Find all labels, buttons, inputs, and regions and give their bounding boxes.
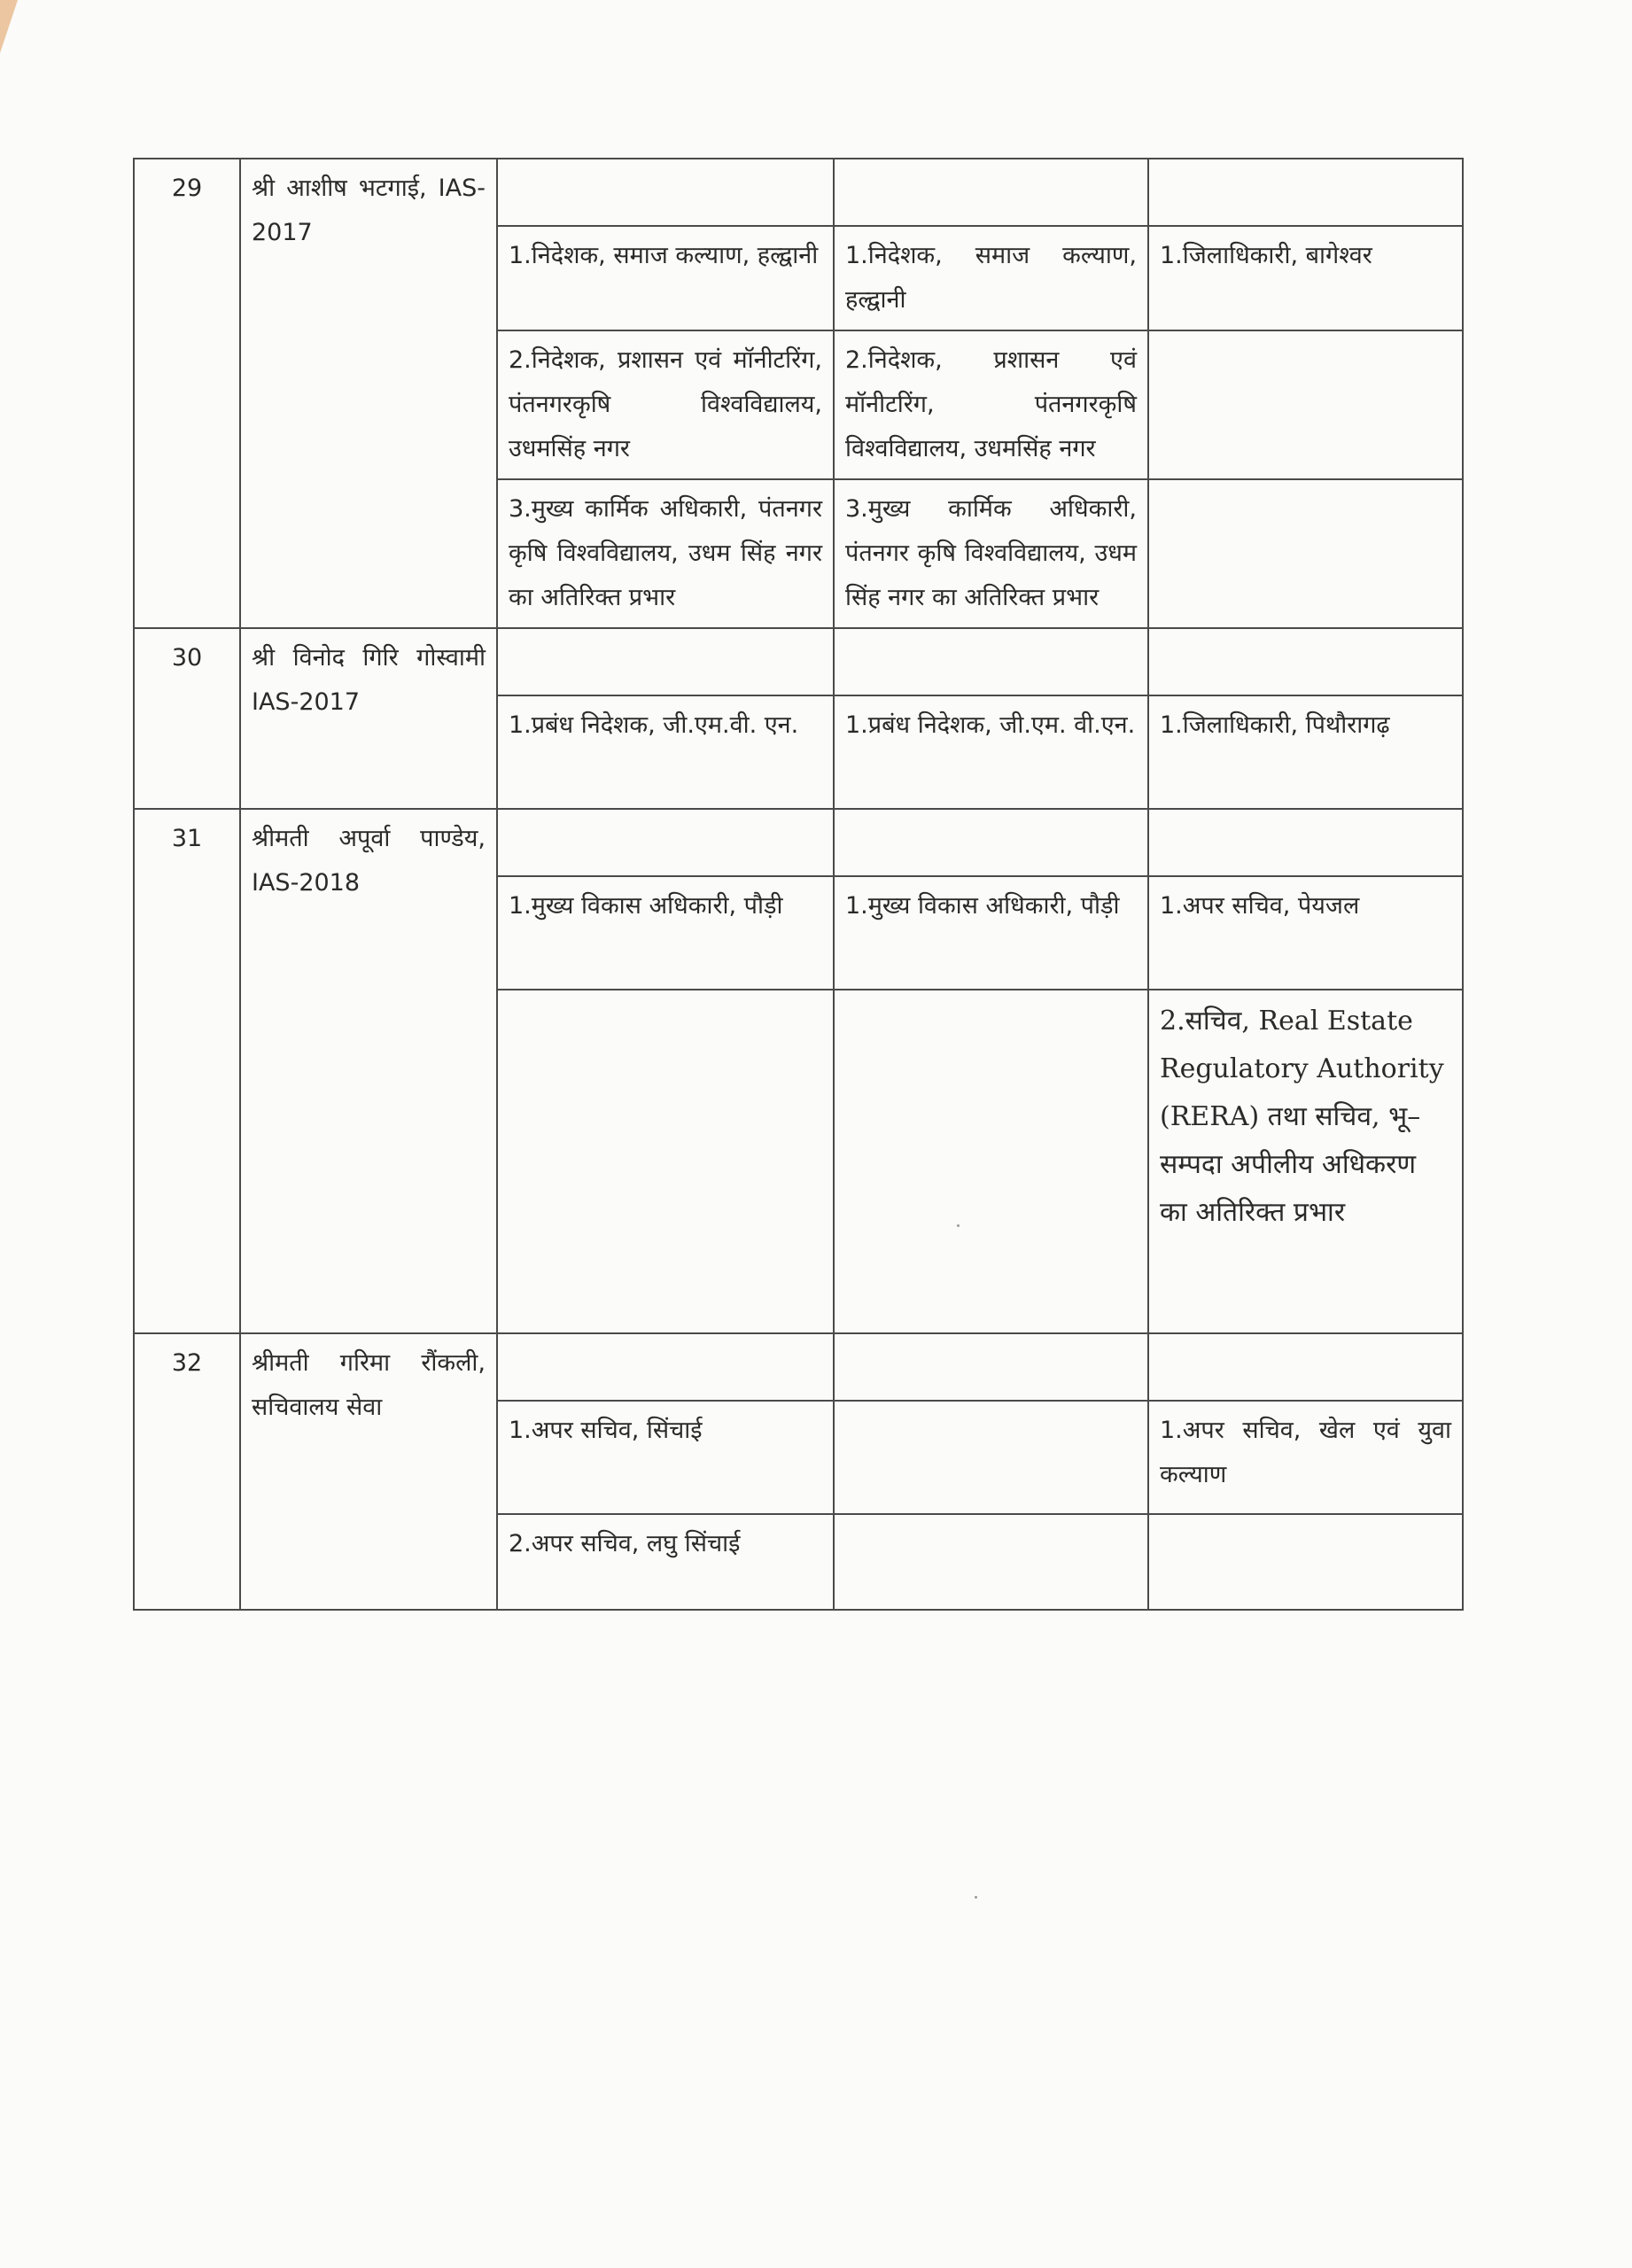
relieved-post — [834, 1514, 1148, 1610]
table-row — [134, 1333, 1463, 1401]
current-post: 1.मुख्य विकास अधिकारी, पौड़ी — [497, 876, 834, 990]
table-row — [134, 159, 1463, 226]
serial-number: 32 — [134, 1333, 240, 1610]
relieved-post: 2.निदेशक, प्रशासन एवं मॉनीटरिंग, पंतनगरकृषि विश्वविद्यालय, उधमसिंह नगर — [834, 330, 1148, 479]
current-post: 1.अपर सचिव, सिंचाई — [497, 1401, 834, 1514]
relieved-post: 1.प्रबंध निदेशक, जी.एम. वी.एन. — [834, 695, 1148, 809]
officer-name: श्री विनोद गिरि गोस्वामी IAS-2017 — [240, 628, 497, 809]
new-post: 1.अपर सचिव, खेल एवं युवा कल्याण — [1148, 1401, 1463, 1514]
current-post: 2.अपर सचिव, लघु सिंचाई — [497, 1514, 834, 1610]
current-post — [497, 990, 834, 1333]
corner-stain — [0, 0, 18, 53]
serial-number: 29 — [134, 159, 240, 628]
officer-name: श्रीमती अपूर्वा पाण्डेय, IAS-2018 — [240, 809, 497, 1333]
new-post: 2.सचिव, Real Estate Regulatory Authority (RERA) तथा सचिव, भू–सम्पदा अपीलीय अधिकरण का अतिरिक्त प्रभार — [1148, 990, 1463, 1333]
new-post — [1148, 479, 1463, 628]
relieved-post: 1.मुख्य विकास अधिकारी, पौड़ी — [834, 876, 1148, 990]
posting-table — [133, 158, 1464, 1611]
new-post: 1.जिलाधिकारी, पिथौरागढ़ — [1148, 695, 1463, 809]
scan-speck — [957, 1224, 960, 1227]
scan-speck — [975, 1896, 977, 1899]
current-post: 1.निदेशक, समाज कल्याण, हल्द्वानी — [497, 226, 834, 330]
relieved-post: 3.मुख्य कार्मिक अधिकारी, पंतनगर कृषि विश्वविद्यालय, उधम सिंह नगर का अतिरिक्त प्रभार — [834, 479, 1148, 628]
relieved-post — [834, 1401, 1148, 1514]
table-row — [134, 628, 1463, 695]
new-post: 1.जिलाधिकारी, बागेश्वर — [1148, 226, 1463, 330]
new-post: 1.अपर सचिव, पेयजल — [1148, 876, 1463, 990]
serial-number: 30 — [134, 628, 240, 809]
relieved-post — [834, 990, 1148, 1333]
relieved-post: 1.निदेशक, समाज कल्याण, हल्द्वानी — [834, 226, 1148, 330]
current-post: 3.मुख्य कार्मिक अधिकारी, पंतनगर कृषि विश्वविद्यालय, उधम सिंह नगर का अतिरिक्त प्रभार — [497, 479, 834, 628]
current-post: 2.निदेशक, प्रशासन एवं मॉनीटरिंग, पंतनगरकृषि विश्वविद्यालय, उधमसिंह नगर — [497, 330, 834, 479]
new-post — [1148, 1514, 1463, 1610]
new-post — [1148, 330, 1463, 479]
officer-name: श्रीमती गरिमा रौंकली, सचिवालय सेवा — [240, 1333, 497, 1610]
officer-name: श्री आशीष भटगाई, IAS-2017 — [240, 159, 497, 628]
current-post: 1.प्रबंध निदेशक, जी.एम.वी. एन. — [497, 695, 834, 809]
serial-number: 31 — [134, 809, 240, 1333]
table-row — [134, 809, 1463, 876]
